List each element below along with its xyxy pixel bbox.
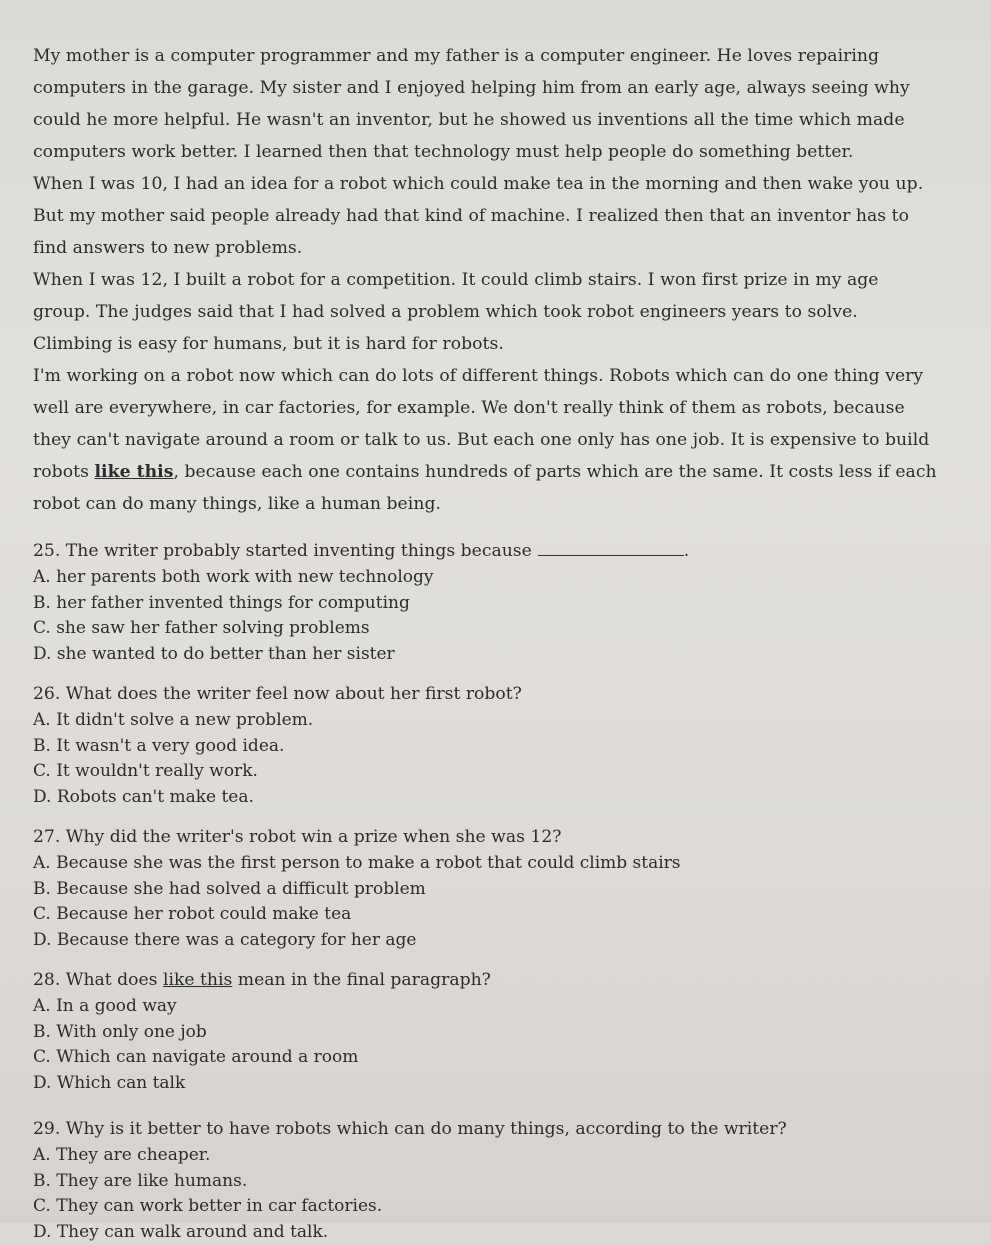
reading-passage bbox=[33, 40, 961, 520]
passage-line: could he more helpful. He wasn't an inventor, but he showed us inventions all the time which made bbox=[33, 104, 961, 136]
option-b[interactable]: B. With only one job bbox=[33, 1020, 961, 1046]
passage-line: computers in the garage. My sister and I enjoyed helping him from an early age, always seeing why bbox=[33, 72, 961, 104]
underlined-phrase: like this bbox=[163, 970, 232, 990]
option-d[interactable]: D. Robots can't make tea. bbox=[33, 785, 961, 811]
option-c[interactable]: C. They can work better in car factories. bbox=[33, 1194, 961, 1220]
question-28 bbox=[33, 967, 961, 1096]
question-stem-end: . bbox=[684, 541, 689, 561]
option-a[interactable]: A. They are cheaper. bbox=[33, 1143, 961, 1169]
question-text: mean in the final paragraph? bbox=[238, 970, 491, 990]
question-stem bbox=[33, 967, 961, 994]
passage-line: robot can do many things, like a human being. bbox=[33, 488, 961, 520]
passage-line-with-underline bbox=[33, 456, 961, 488]
option-b[interactable]: B. They are like humans. bbox=[33, 1169, 961, 1195]
option-d[interactable]: D. They can walk around and talk. bbox=[33, 1220, 961, 1245]
passage-text: robots bbox=[33, 462, 89, 482]
option-b[interactable]: B. Because she had solved a difficult problem bbox=[33, 877, 961, 903]
option-c[interactable]: C. Because her robot could make tea bbox=[33, 902, 961, 928]
option-d[interactable]: D. she wanted to do better than her sister bbox=[33, 642, 961, 668]
passage-line: group. The judges said that I had solved a problem which took robot engineers years to solve. bbox=[33, 296, 961, 328]
question-27 bbox=[33, 824, 961, 953]
passage-line: I'm working on a robot now which can do lots of different things. Robots which can do one thing very bbox=[33, 360, 961, 392]
passage-line: Climbing is easy for humans, but it is hard for robots. bbox=[33, 328, 961, 360]
question-25 bbox=[33, 538, 961, 667]
question-stem: 29. Why is it better to have robots which can do many things, according to the writer? bbox=[33, 1116, 961, 1143]
option-b[interactable]: B. her father invented things for computing bbox=[33, 591, 961, 617]
option-b[interactable]: B. It wasn't a very good idea. bbox=[33, 734, 961, 760]
answer-blank[interactable] bbox=[538, 543, 684, 556]
option-a[interactable]: A. Because she was the first person to make a robot that could climb stairs bbox=[33, 851, 961, 877]
option-a[interactable]: A. her parents both work with new technology bbox=[33, 565, 961, 591]
passage-line: well are everywhere, in car factories, for example. We don't really think of them as robots, because bbox=[33, 392, 961, 424]
passage-line: When I was 12, I built a robot for a competition. It could climb stairs. I won first prize in my age bbox=[33, 264, 961, 296]
question-26 bbox=[33, 681, 961, 810]
option-d[interactable]: D. Which can talk bbox=[33, 1071, 961, 1097]
passage-line: When I was 10, I had an idea for a robot which could make tea in the morning and then wake you up. bbox=[33, 168, 961, 200]
question-stem: 27. Why did the writer's robot win a prize when she was 12? bbox=[33, 824, 961, 851]
passage-text: , because each one contains hundreds of parts which are the same. It costs less if each bbox=[173, 462, 936, 482]
option-a[interactable]: A. It didn't solve a new problem. bbox=[33, 708, 961, 734]
question-stem: 26. What does the writer feel now about her first robot? bbox=[33, 681, 961, 708]
passage-line: My mother is a computer programmer and my father is a computer engineer. He loves repairing bbox=[33, 40, 961, 72]
underlined-phrase: like this bbox=[94, 462, 173, 482]
question-text: 28. What does bbox=[33, 970, 158, 990]
question-29 bbox=[33, 1116, 961, 1245]
passage-line: computers work better. I learned then that technology must help people do something better. bbox=[33, 136, 961, 168]
option-c[interactable]: C. It wouldn't really work. bbox=[33, 759, 961, 785]
option-c[interactable]: C. Which can navigate around a room bbox=[33, 1045, 961, 1071]
option-d[interactable]: D. Because there was a category for her age bbox=[33, 928, 961, 954]
option-a[interactable]: A. In a good way bbox=[33, 994, 961, 1020]
passage-line: they can't navigate around a room or talk to us. But each one only has one job. It is expensive to build bbox=[33, 424, 961, 456]
passage-line: But my mother said people already had that kind of machine. I realized then that an inventor has to bbox=[33, 200, 961, 232]
passage-line: find answers to new problems. bbox=[33, 232, 961, 264]
option-c[interactable]: C. she saw her father solving problems bbox=[33, 616, 961, 642]
question-stem bbox=[33, 538, 961, 565]
question-text: 25. The writer probably started inventing things because bbox=[33, 541, 532, 561]
